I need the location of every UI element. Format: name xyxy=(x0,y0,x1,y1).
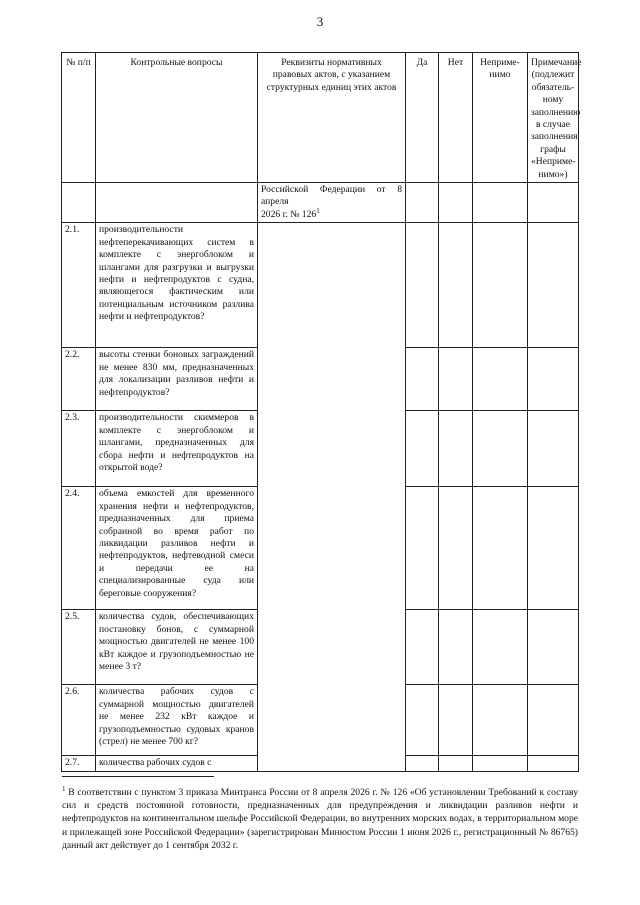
not-applicable-cell[interactable] xyxy=(473,411,528,487)
no-cell[interactable] xyxy=(439,487,473,610)
no-cell[interactable] xyxy=(439,348,473,411)
no-cell[interactable] xyxy=(439,685,473,756)
yes-cell[interactable] xyxy=(406,411,439,487)
note-cell[interactable] xyxy=(528,487,579,610)
yes-cell[interactable] xyxy=(406,685,439,756)
header-yes: Да xyxy=(406,53,439,183)
not-applicable-cell[interactable] xyxy=(473,756,528,771)
row-question: производительности нефтеперекачивающих систем в комплекте с энергоблоком и шлангами для разгрузки и выгрузки нефти и нефтепродуктов с судна, являющегося фактическим или потенциальным источником разлива нефти и нефтепродуктов? xyxy=(96,223,258,348)
row-number: 2.5. xyxy=(62,610,96,685)
note-cell[interactable] xyxy=(528,348,579,411)
row-number: 2.4. xyxy=(62,487,96,610)
table-row xyxy=(62,223,579,348)
footnote-reference: 1 xyxy=(316,206,320,215)
row-question: объема емкостей для временного хранения нефти и нефтепродуктов, предназначенных для приема собранной во время работ по ликвидации разливов нефти и нефтепродуктов, нефтеводной смеси и передачи ее на специализированные суда или береговые сооружения? xyxy=(96,487,258,610)
checklist-table xyxy=(61,52,582,772)
note-cell[interactable] xyxy=(528,223,579,348)
row-number: 2.7. xyxy=(62,756,96,771)
no-cell[interactable] xyxy=(439,223,473,348)
footnote-divider xyxy=(62,776,214,777)
header-requisites: Реквизиты нормативных правовых актов, с указанием структурных единиц этих актов xyxy=(258,53,406,183)
row-question: высоты стенки боновых заграждений не менее 830 мм, предназначенных для локализации разливов нефти и нефтепродуктов? xyxy=(96,348,258,411)
row-number: 2.1. xyxy=(62,223,96,348)
not-applicable-cell[interactable] xyxy=(473,348,528,411)
row-question: количества судов, обеспечивающих постановку бонов, с суммарной мощностью двигателей не менее 100 кВт каждое и грузоподъемностью не менее 3 т? xyxy=(96,610,258,685)
row-question: количества рабочих судов с xyxy=(96,756,258,771)
footnote xyxy=(62,786,578,852)
header-questions: Контрольные вопросы xyxy=(96,53,258,183)
row-requisite xyxy=(258,223,406,771)
note-cell[interactable] xyxy=(528,411,579,487)
no-cell[interactable] xyxy=(439,610,473,685)
note-cell[interactable] xyxy=(528,610,579,685)
page-number: 3 xyxy=(316,14,324,29)
continuation-requisite: Российской Федерации от 8 апреля 2026 г. № $126^1$ xyxy=(258,183,406,223)
continuation-row xyxy=(62,183,579,223)
row-number: 2.6. xyxy=(62,685,96,756)
note-cell[interactable] xyxy=(528,756,579,771)
not-applicable-cell[interactable] xyxy=(473,685,528,756)
yes-cell[interactable] xyxy=(406,610,439,685)
row-question: количества рабочих судов с суммарной мощностью двигателей не менее 232 кВт каждое и грузоподъемностью судовых кранов (стрел) не менее 700 кг? xyxy=(96,685,258,756)
footnote-marker: 1 xyxy=(62,784,66,793)
header-note: Примечание (подлежит обязатель-ному заполнению в случае заполнения графы «Неприме-нимо») xyxy=(528,53,579,183)
yes-cell[interactable] xyxy=(406,348,439,411)
not-applicable-cell[interactable] xyxy=(473,487,528,610)
note-cell[interactable] xyxy=(528,685,579,756)
header-no: Нет xyxy=(439,53,473,183)
no-cell[interactable] xyxy=(439,756,473,771)
not-applicable-cell[interactable] xyxy=(473,610,528,685)
row-number: 2.3. xyxy=(62,411,96,487)
footnote-text: В соответствии с пунктом 3 приказа Минтранса России от 8 апреля 2026 г. № 126 «Об установлении Требований к составу сил и средств постоянной готовности, предназначенных для предупреждения и ликвидации разливов нефти и нефтепродуктов на континентальном шельфе Российской Федерации, во внутренних морских водах, в территориальном море и прилежащей зоне Российской Федерации» (зарегистрирован Минюстом России 1 июня 2026 г., регистрационный № 86765) данный акт действует до 1 сентября 2032 г. xyxy=(62,787,578,851)
yes-cell[interactable] xyxy=(406,487,439,610)
header-not-applicable: Неприме-нимо xyxy=(473,53,528,183)
header-row xyxy=(62,53,579,183)
row-number: 2.2. xyxy=(62,348,96,411)
yes-cell[interactable] xyxy=(406,223,439,348)
yes-cell[interactable] xyxy=(406,756,439,771)
row-question: производительности скиммеров в комплекте с энергоблоком и шлангами, предназначенных для сбора нефти и нефтепродуктов на открытой воде? xyxy=(96,411,258,487)
header-num: № п/п xyxy=(62,53,96,183)
no-cell[interactable] xyxy=(439,411,473,487)
not-applicable-cell[interactable] xyxy=(473,223,528,348)
